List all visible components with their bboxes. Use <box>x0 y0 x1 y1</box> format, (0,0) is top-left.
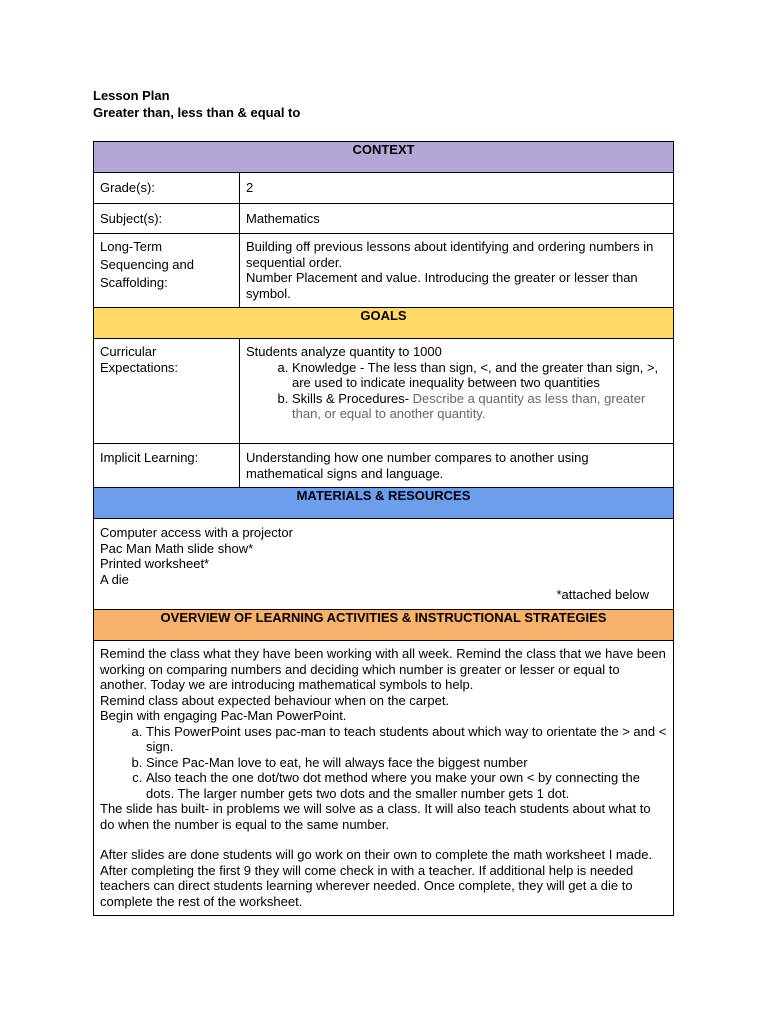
grade-label: Grade(s): <box>94 173 240 204</box>
overview-body <box>94 641 674 916</box>
overview-paragraph-1: Remind the class what they have been working with all week. Remind the class that we have been working on comparing numbers and deciding which number is greater or lesser or equal to another. Today we are introducing mathematical symbols to help. <box>100 646 666 692</box>
document-title <box>93 87 300 121</box>
context-header: CONTEXT <box>94 142 674 173</box>
overview-paragraph-2: Remind class about expected behaviour when on the carpet. <box>100 692 450 708</box>
curricular-item-b: b. Skills & Procedures- Describe a quantity as less than, greater than, or equal to another quantity. <box>292 391 667 422</box>
materials-header: MATERIALS & RESOURCES <box>94 488 674 519</box>
materials-list <box>94 519 674 610</box>
curricular-item-a: a. Knowledge - The less than sign, <, and the greater than sign, >, are used to indicate inequality between two quantities <box>292 360 667 391</box>
materials-item: Computer access with a projector <box>100 525 293 540</box>
title-line-2: Greater than, less than & equal to <box>93 105 301 120</box>
lesson-plan-table <box>93 141 674 916</box>
overview-paragraph-3: Begin with engaging Pac-Man PowerPoint. <box>100 708 347 723</box>
longterm-paragraph-2: Number Placement and value. Introducing the greater or lesser than symbol. <box>246 270 638 301</box>
materials-item: A die <box>100 571 129 587</box>
overview-paragraph-5: After slides are done students will go work on their own to complete the math worksheet I made. After completing the first 9 they will come check in with a teacher. If additional help is needed teachers can direct students learning wherever needed. Once complete, they will get a die to complete the rest of the worksheet. <box>100 847 653 909</box>
overview-header: OVERVIEW OF LEARNING ACTIVITIES & INSTRUCTIONAL STRATEGIES <box>94 610 674 641</box>
overview-list-item: b. Since Pac-Man love to eat, he will always face the biggest number <box>146 755 667 771</box>
subject-value: Mathematics <box>240 204 674 234</box>
curricular-label: Curricular Expectations: <box>94 339 240 444</box>
overview-list <box>100 724 667 802</box>
title-line-1: Lesson Plan <box>93 88 170 103</box>
materials-item: Printed worksheet* <box>100 556 210 571</box>
curricular-list <box>246 360 667 422</box>
curricular-value <box>240 339 674 444</box>
overview-list-item: a. This PowerPoint uses pac-man to teach students about which way to orientate the > and < sign. <box>146 724 667 755</box>
implicit-label: Implicit Learning: <box>94 444 240 488</box>
overview-list-item: c. Also teach the one dot/two dot method where you make your own < by connecting the dots. The larger number gets two dots and the smaller number gets 1 dot. <box>146 770 667 801</box>
longterm-paragraph-1: Building off previous lessons about identifying and ordering numbers in sequential order. <box>246 239 654 270</box>
implicit-value: Understanding how one number compares to another using mathematical signs and language. <box>240 444 674 488</box>
overview-paragraph-4: The slide has built- in problems we will solve as a class. It will also teach students about what to do when the number is equal to the same number. <box>100 801 651 832</box>
longterm-label: Long-Term Sequencing and Scaffolding: <box>94 234 240 308</box>
materials-item: Pac Man Math slide show* <box>100 540 254 556</box>
goals-header: GOALS <box>94 308 674 339</box>
curricular-intro: Students analyze quantity to 1000 <box>246 344 442 359</box>
subject-label: Subject(s): <box>94 204 240 234</box>
attached-note: *attached below <box>556 587 649 602</box>
longterm-value <box>240 234 674 308</box>
grade-value: 2 <box>240 173 674 204</box>
